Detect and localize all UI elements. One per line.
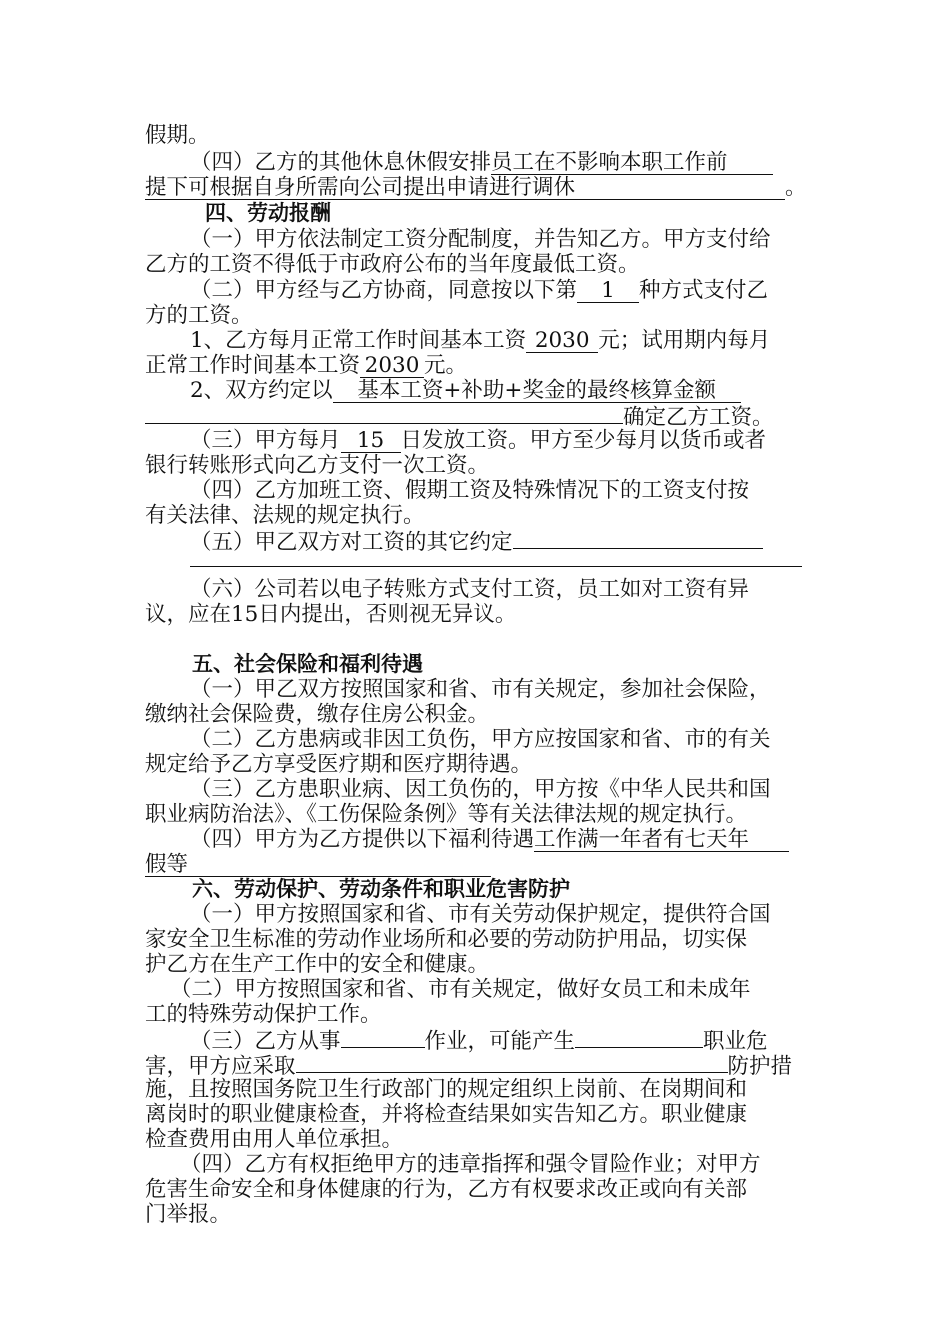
- text-line: （三）乙方从事 作业，可能产生 职业危: [190, 1029, 768, 1054]
- text-line: 2、双方约定以 基本工资+补助+奖金的最终核算金额: [190, 378, 741, 403]
- text-line: 有关法律、法规的规定执行。: [145, 503, 425, 528]
- text-line: （三）乙方患职业病、因工负伤的，甲方按《中华人民共和国: [190, 777, 771, 802]
- filled-blank: 2030: [360, 355, 424, 378]
- filled-blank: 1: [577, 280, 639, 303]
- text-line: （六）公司若以电子转账方式支付工资，员工如对工资有异: [190, 577, 750, 602]
- blank-line: [341, 1027, 425, 1048]
- text-line: 职业病防治法》、《工伤保险条例》等有关法律法规的规定执行。: [145, 802, 748, 827]
- text-line: （二）乙方患病或非因工负伤，甲方应按国家和省、市的有关: [190, 727, 771, 752]
- text-line: （四）乙方有权拒绝甲方的违章指挥和强令冒险作业；对甲方: [180, 1152, 761, 1177]
- section-heading: 四、劳动报酬: [205, 201, 331, 225]
- text-line: （四）甲方为乙方提供以下福利待遇工作满一年者有七天年: [190, 827, 789, 852]
- blank-line: [575, 1027, 703, 1048]
- text-line: （四）乙方加班工资、假期工资及特殊情况下的工资支付按: [190, 478, 750, 503]
- text-line: （二）甲方按照国家和省、市有关规定，做好女员工和未成年: [170, 977, 751, 1002]
- text-line: 确定乙方工资。: [145, 403, 774, 430]
- text-line: 议，应在15日内提出，否则视无异议。: [145, 602, 517, 627]
- filled-blank: 员工在不影响本职工作前: [491, 152, 773, 175]
- filled-blank: 假等: [145, 854, 491, 877]
- text-line: （一）甲乙双方按照国家和省、市有关规定，参加社会保险，: [190, 677, 771, 702]
- filled-blank: 基本工资+补助+奖金的最终核算金额: [333, 380, 741, 403]
- text-line: 家安全卫生标准的劳动作业场所和必要的劳动防护用品，切实保: [145, 927, 748, 952]
- text-line: 假期。: [145, 123, 210, 148]
- text-line: 正常工作时间基本工资 2030 元。: [145, 353, 468, 378]
- text-line: 检查费用由用人单位承担。: [145, 1127, 404, 1152]
- text-line: [145, 852, 491, 877]
- filled-blank: 工作满一年者有七天年: [534, 829, 789, 852]
- blank-line: [296, 1052, 728, 1073]
- text-line: 护乙方在生产工作中的安全和健康。: [145, 952, 490, 977]
- text-line: （一）甲方按照国家和省、市有关劳动保护规定，提供符合国: [190, 902, 771, 927]
- text-line: 害，甲方应采取 防护措: [145, 1054, 793, 1079]
- text-line: （五）甲乙双方对工资的其它约定: [190, 528, 763, 555]
- text-line: 工的特殊劳动保护工作。: [145, 1002, 382, 1027]
- text-line: 乙方的工资不得低于市政府公布的当年度最低工资。: [145, 252, 640, 277]
- text-line: 规定给予乙方享受医疗期和医疗期待遇。: [145, 752, 533, 777]
- text-line: 缴纳社会保险费，缴存住房公积金。: [145, 702, 490, 727]
- text-line: 施，且按照国务院卫生行政部门的规定组织上岗前、在岗期间和: [145, 1077, 748, 1102]
- text-line: （三）甲方每月 15 日发放工资。甲方至少每月以货币或者: [190, 428, 767, 453]
- blank-line: [145, 403, 623, 424]
- text-line: 1、乙方每月正常工作时间基本工资 2030 元；试用期内每月: [190, 328, 771, 353]
- blank-line: [190, 566, 802, 567]
- text-line: （一）甲方依法制定工资分配制度，并告知乙方。甲方支付给: [190, 227, 771, 252]
- section-heading: 五、社会保险和福利待遇: [192, 652, 423, 676]
- blank-line: [513, 528, 763, 549]
- filled-blank: 提下可根据自身所需向公司提出申请进行调休: [145, 177, 785, 200]
- filled-blank: 15: [341, 430, 401, 453]
- text-line: 门举报。: [145, 1202, 232, 1227]
- text-line: 银行转账形式向乙方支付一次工资。: [145, 453, 490, 478]
- section-heading: 六、劳动保护、劳动条件和职业危害防护: [192, 877, 570, 901]
- text-line: 离岗时的职业健康检查，并将检查结果如实告知乙方。职业健康: [145, 1102, 748, 1127]
- text-line: 方的工资。: [145, 303, 253, 328]
- text-line: （四）乙方的其他休息休假安排员工在不影响本职工作前: [190, 150, 808, 175]
- text-line: （二）甲方经与乙方协商，同意按以下第 1 种方式支付乙: [190, 278, 769, 303]
- text-line: 危害生命安全和身体健康的行为，乙方有权要求改正或向有关部: [145, 1177, 748, 1202]
- filled-blank: 2030: [526, 330, 598, 353]
- text-line: 提下可根据自身所需向公司提出申请进行调休 。: [145, 175, 807, 200]
